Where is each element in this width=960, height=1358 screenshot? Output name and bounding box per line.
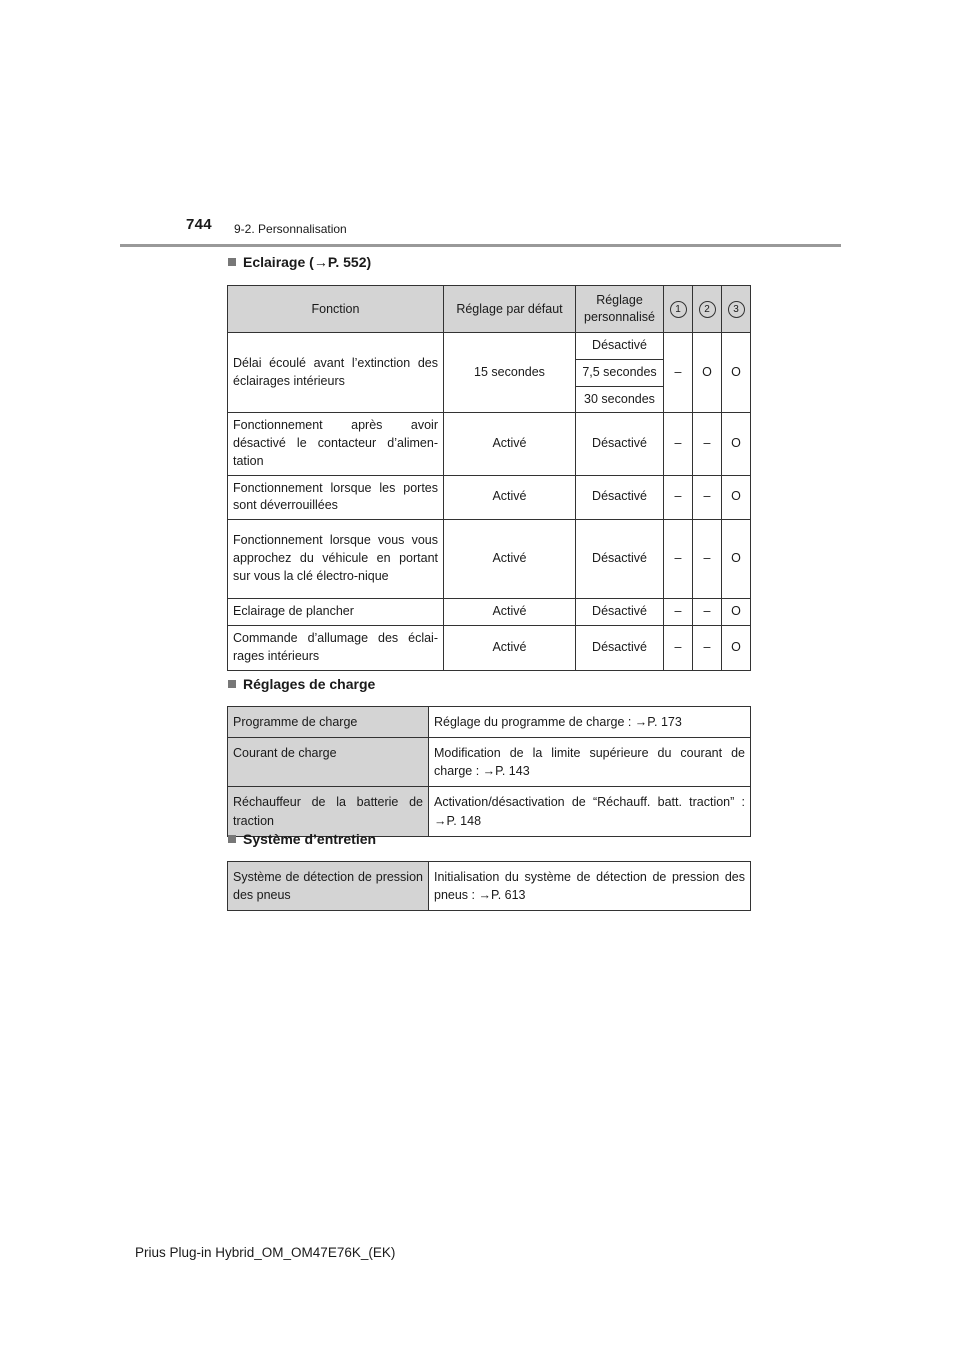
- perso-option-cell: 30 secondes: [576, 386, 664, 413]
- fonction-cell: Fonctionnement lorsque les portes sont déverrouillées: [228, 475, 444, 520]
- page-number: 744: [186, 216, 212, 233]
- col-header-fonction: Fonction: [228, 286, 444, 333]
- heading-eclairage-text: Eclairage (→P. 552): [243, 254, 372, 270]
- entretien-table: [227, 861, 751, 911]
- col-header-3: [722, 286, 751, 333]
- circled-three-icon: 3: [728, 301, 745, 318]
- entretien-value-cell: Initialisation du système de détection de pression des pneus : →P. 613: [429, 862, 751, 911]
- fonction-cell: Commande d’allumage des éclai-rages intérieurs: [228, 626, 444, 671]
- defaut-cell: Activé: [444, 599, 576, 626]
- bullet-square-icon: [228, 258, 236, 266]
- mark-cell: –: [664, 599, 693, 626]
- charge-value-cell: Activation/désactivation de “Réchauff. batt. traction” : →P. 148: [429, 787, 751, 836]
- heading-eclairage: [228, 254, 371, 270]
- table-row: [228, 626, 751, 671]
- perso-option-cell: Désactivé: [576, 333, 664, 360]
- table-row: [228, 333, 751, 360]
- heading-charge-text: Réglages de charge: [243, 676, 376, 692]
- heading-entretien-text: Système d’entretien: [243, 831, 377, 847]
- heading-entretien: [228, 831, 376, 847]
- perso-cell: Désactivé: [576, 599, 664, 626]
- charge-value-cell: Modification de la limite supérieure du courant de charge : →P. 143: [429, 738, 751, 787]
- col-header-2: [693, 286, 722, 333]
- mark-cell: O: [722, 626, 751, 671]
- circled-one-icon: 1: [670, 301, 687, 318]
- defaut-cell: Activé: [444, 413, 576, 475]
- eclairage-table: [227, 285, 751, 671]
- mark-cell: –: [664, 333, 693, 413]
- perso-cell: Désactivé: [576, 626, 664, 671]
- charge-table: [227, 706, 751, 837]
- table-row: [228, 738, 751, 787]
- fonction-cell: Fonctionnement lorsque vous vous approchez du véhicule en portant sur vous la clé électro-nique: [228, 520, 444, 599]
- bullet-square-icon: [228, 680, 236, 688]
- footer-doc-id: Prius Plug-in Hybrid_OM_OM47E76K_(EK): [135, 1245, 396, 1260]
- defaut-cell: Activé: [444, 626, 576, 671]
- mark-cell: O: [722, 333, 751, 413]
- perso-cell: Désactivé: [576, 475, 664, 520]
- defaut-cell: Activé: [444, 475, 576, 520]
- charge-label-cell: Programme de charge: [228, 707, 429, 738]
- mark-cell: –: [693, 626, 722, 671]
- mark-cell: –: [664, 475, 693, 520]
- perso-cell: Désactivé: [576, 413, 664, 475]
- mark-cell: O: [722, 599, 751, 626]
- mark-cell: O: [722, 475, 751, 520]
- mark-cell: –: [693, 520, 722, 599]
- mark-cell: –: [664, 520, 693, 599]
- bullet-square-icon: [228, 835, 236, 843]
- mark-cell: O: [722, 520, 751, 599]
- mark-cell: –: [693, 599, 722, 626]
- col-header-defaut: Réglage par défaut: [444, 286, 576, 333]
- mark-cell: O: [693, 333, 722, 413]
- mark-cell: –: [693, 413, 722, 475]
- table-header-row: [228, 286, 751, 333]
- header-divider: [120, 244, 841, 247]
- defaut-cell: Activé: [444, 520, 576, 599]
- perso-option-cell: 7,5 secondes: [576, 359, 664, 386]
- perso-cell: Désactivé: [576, 520, 664, 599]
- table-row: [228, 862, 751, 911]
- table-row: [228, 475, 751, 520]
- table-row: [228, 520, 751, 599]
- table-row: [228, 787, 751, 836]
- charge-label-cell: Courant de charge: [228, 738, 429, 787]
- mark-cell: –: [664, 413, 693, 475]
- table-row: [228, 413, 751, 475]
- defaut-cell: 15 secondes: [444, 333, 576, 413]
- charge-label-cell: Réchauffeur de la batterie de traction: [228, 787, 429, 836]
- mark-cell: –: [693, 475, 722, 520]
- entretien-label-cell: Système de détection de pression des pneus: [228, 862, 429, 911]
- fonction-cell: Fonctionnement après avoir désactivé le contacteur d’alimen-tation: [228, 413, 444, 475]
- fonction-cell: Eclairage de plancher: [228, 599, 444, 626]
- col-header-1: [664, 286, 693, 333]
- circled-two-icon: 2: [699, 301, 716, 318]
- col-header-perso: Réglage personnalisé: [576, 286, 664, 333]
- table-row: [228, 707, 751, 738]
- heading-charge: [228, 676, 375, 692]
- table-row: [228, 599, 751, 626]
- mark-cell: –: [664, 626, 693, 671]
- charge-value-cell: Réglage du programme de charge : →P. 173: [429, 707, 751, 738]
- section-title: 9-2. Personnalisation: [234, 222, 347, 236]
- fonction-cell: Délai écoulé avant l’extinction des éclairages intérieurs: [228, 333, 444, 413]
- mark-cell: O: [722, 413, 751, 475]
